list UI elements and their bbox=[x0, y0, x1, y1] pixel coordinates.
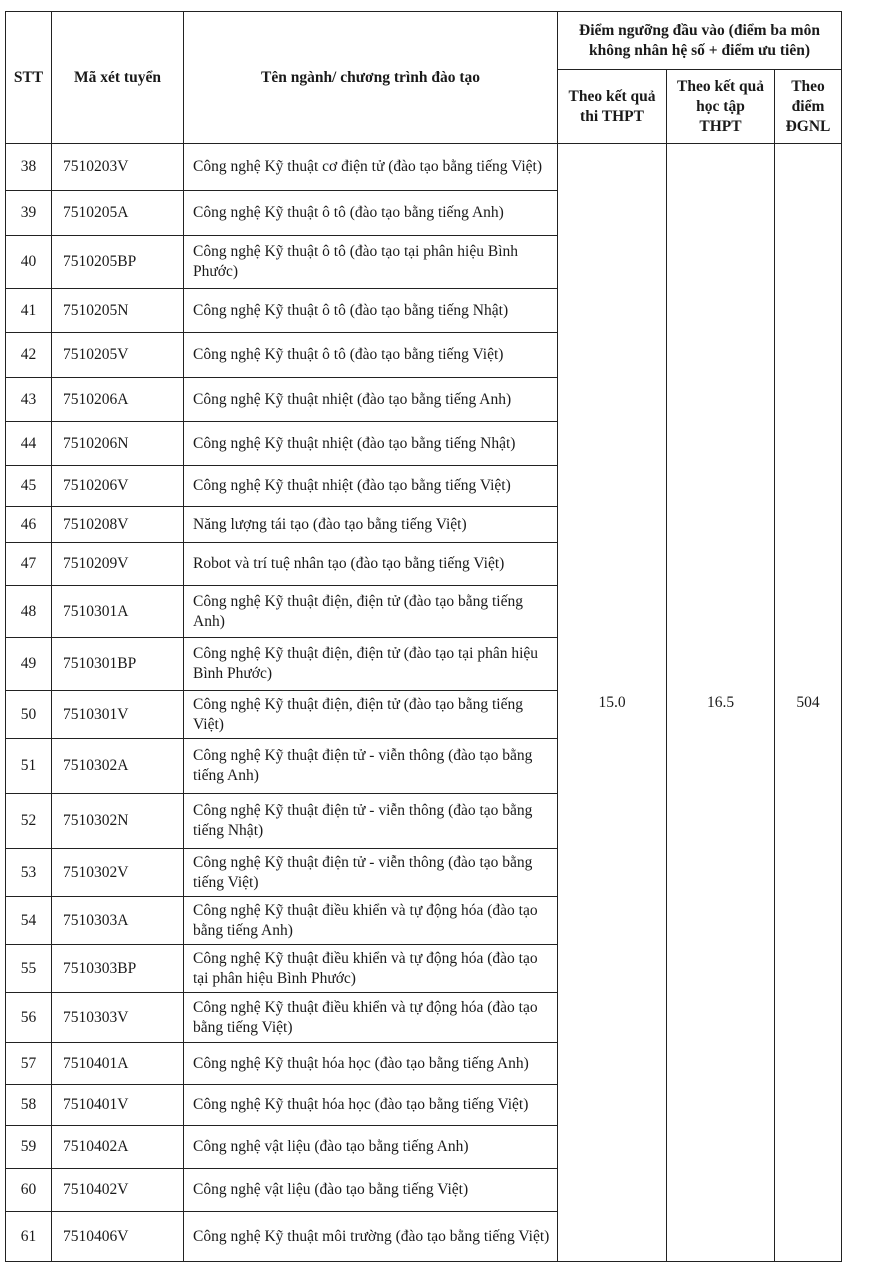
table-body bbox=[6, 144, 842, 1262]
header-by-record: Theo kết quả học tập THPT bbox=[667, 70, 775, 144]
row-code: 7510401A bbox=[52, 1043, 184, 1085]
row-code: 7510406V bbox=[52, 1212, 184, 1262]
table-row bbox=[6, 144, 842, 191]
row-program-name: Công nghệ Kỹ thuật ô tô (đào tạo bằng tiếng Anh) bbox=[184, 191, 558, 236]
header-stt: STT bbox=[6, 12, 52, 144]
row-code: 7510208V bbox=[52, 507, 184, 543]
row-stt: 43 bbox=[6, 378, 52, 422]
row-program-name: Công nghệ Kỹ thuật ô tô (đào tạo bằng tiếng Nhật) bbox=[184, 289, 558, 333]
row-program-name: Năng lượng tái tạo (đào tạo bằng tiếng Việt) bbox=[184, 507, 558, 543]
row-stt: 49 bbox=[6, 638, 52, 691]
row-stt: 40 bbox=[6, 236, 52, 289]
header-by-thpt: Theo kết quả thi THPT bbox=[558, 70, 667, 144]
row-program-name: Công nghệ Kỹ thuật điều khiển và tự động hóa (đào tạo tại phân hiệu Bình Phước) bbox=[184, 945, 558, 993]
row-stt: 44 bbox=[6, 422, 52, 466]
row-program-name: Công nghệ vật liệu (đào tạo bằng tiếng Anh) bbox=[184, 1126, 558, 1169]
row-code: 7510205N bbox=[52, 289, 184, 333]
row-program-name: Công nghệ Kỹ thuật điện tử - viễn thông (đào tạo bằng tiếng Anh) bbox=[184, 739, 558, 794]
row-code: 7510303V bbox=[52, 993, 184, 1043]
row-code: 7510302A bbox=[52, 739, 184, 794]
row-stt: 42 bbox=[6, 333, 52, 378]
row-stt: 45 bbox=[6, 466, 52, 507]
row-stt: 53 bbox=[6, 849, 52, 897]
row-stt: 57 bbox=[6, 1043, 52, 1085]
row-stt: 54 bbox=[6, 897, 52, 945]
row-program-name: Công nghệ Kỹ thuật nhiệt (đào tạo bằng tiếng Việt) bbox=[184, 466, 558, 507]
row-program-name: Robot và trí tuệ nhân tạo (đào tạo bằng tiếng Việt) bbox=[184, 543, 558, 586]
row-code: 7510206N bbox=[52, 422, 184, 466]
row-stt: 50 bbox=[6, 691, 52, 739]
admission-threshold-table bbox=[5, 11, 842, 1262]
row-program-name: Công nghệ Kỹ thuật điện tử - viễn thông (đào tạo bằng tiếng Nhật) bbox=[184, 794, 558, 849]
row-stt: 47 bbox=[6, 543, 52, 586]
score-dgnl: 504 bbox=[775, 144, 842, 1262]
row-code: 7510205A bbox=[52, 191, 184, 236]
header-program-name: Tên ngành/ chương trình đào tạo bbox=[184, 12, 558, 144]
row-stt: 58 bbox=[6, 1085, 52, 1126]
row-stt: 60 bbox=[6, 1169, 52, 1212]
row-stt: 55 bbox=[6, 945, 52, 993]
row-program-name: Công nghệ Kỹ thuật nhiệt (đào tạo bằng tiếng Anh) bbox=[184, 378, 558, 422]
row-program-name: Công nghệ Kỹ thuật điện, điện tử (đào tạo bằng tiếng Việt) bbox=[184, 691, 558, 739]
row-code: 7510303A bbox=[52, 897, 184, 945]
row-stt: 52 bbox=[6, 794, 52, 849]
header-by-dgnl: Theo điểm ĐGNL bbox=[775, 70, 842, 144]
score-thpt: 15.0 bbox=[558, 144, 667, 1262]
row-program-name: Công nghệ Kỹ thuật điều khiển và tự động hóa (đào tạo bằng tiếng Anh) bbox=[184, 897, 558, 945]
row-program-name: Công nghệ Kỹ thuật hóa học (đào tạo bằng tiếng Anh) bbox=[184, 1043, 558, 1085]
row-stt: 38 bbox=[6, 144, 52, 191]
row-stt: 51 bbox=[6, 739, 52, 794]
row-code: 7510206V bbox=[52, 466, 184, 507]
score-record: 16.5 bbox=[667, 144, 775, 1262]
row-program-name: Công nghệ vật liệu (đào tạo bằng tiếng Việt) bbox=[184, 1169, 558, 1212]
row-code: 7510206A bbox=[52, 378, 184, 422]
row-program-name: Công nghệ Kỹ thuật hóa học (đào tạo bằng tiếng Việt) bbox=[184, 1085, 558, 1126]
header-code: Mã xét tuyển bbox=[52, 12, 184, 144]
row-code: 7510301BP bbox=[52, 638, 184, 691]
row-code: 7510203V bbox=[52, 144, 184, 191]
row-program-name: Công nghệ Kỹ thuật cơ điện tử (đào tạo bằng tiếng Việt) bbox=[184, 144, 558, 191]
row-code: 7510301V bbox=[52, 691, 184, 739]
row-stt: 56 bbox=[6, 993, 52, 1043]
row-program-name: Công nghệ Kỹ thuật ô tô (đào tạo bằng tiếng Việt) bbox=[184, 333, 558, 378]
row-code: 7510205BP bbox=[52, 236, 184, 289]
row-stt: 46 bbox=[6, 507, 52, 543]
row-program-name: Công nghệ Kỹ thuật điều khiển và tự động hóa (đào tạo bằng tiếng Việt) bbox=[184, 993, 558, 1043]
row-code: 7510303BP bbox=[52, 945, 184, 993]
row-stt: 41 bbox=[6, 289, 52, 333]
row-code: 7510402A bbox=[52, 1126, 184, 1169]
row-program-name: Công nghệ Kỹ thuật điện, điện tử (đào tạo bằng tiếng Anh) bbox=[184, 586, 558, 638]
row-program-name: Công nghệ Kỹ thuật nhiệt (đào tạo bằng tiếng Nhật) bbox=[184, 422, 558, 466]
row-code: 7510302N bbox=[52, 794, 184, 849]
row-stt: 59 bbox=[6, 1126, 52, 1169]
row-program-name: Công nghệ Kỹ thuật ô tô (đào tạo tại phân hiệu Bình Phước) bbox=[184, 236, 558, 289]
row-code: 7510302V bbox=[52, 849, 184, 897]
row-code: 7510402V bbox=[52, 1169, 184, 1212]
row-code: 7510401V bbox=[52, 1085, 184, 1126]
row-program-name: Công nghệ Kỹ thuật môi trường (đào tạo bằng tiếng Việt) bbox=[184, 1212, 558, 1262]
header-threshold: Điểm ngưỡng đầu vào (điểm ba môn không nhân hệ số + điểm ưu tiên) bbox=[558, 12, 842, 70]
row-code: 7510209V bbox=[52, 543, 184, 586]
row-stt: 48 bbox=[6, 586, 52, 638]
row-code: 7510301A bbox=[52, 586, 184, 638]
row-stt: 61 bbox=[6, 1212, 52, 1262]
row-stt: 39 bbox=[6, 191, 52, 236]
row-program-name: Công nghệ Kỹ thuật điện, điện tử (đào tạo tại phân hiệu Bình Phước) bbox=[184, 638, 558, 691]
row-program-name: Công nghệ Kỹ thuật điện tử - viễn thông (đào tạo bằng tiếng Việt) bbox=[184, 849, 558, 897]
row-code: 7510205V bbox=[52, 333, 184, 378]
